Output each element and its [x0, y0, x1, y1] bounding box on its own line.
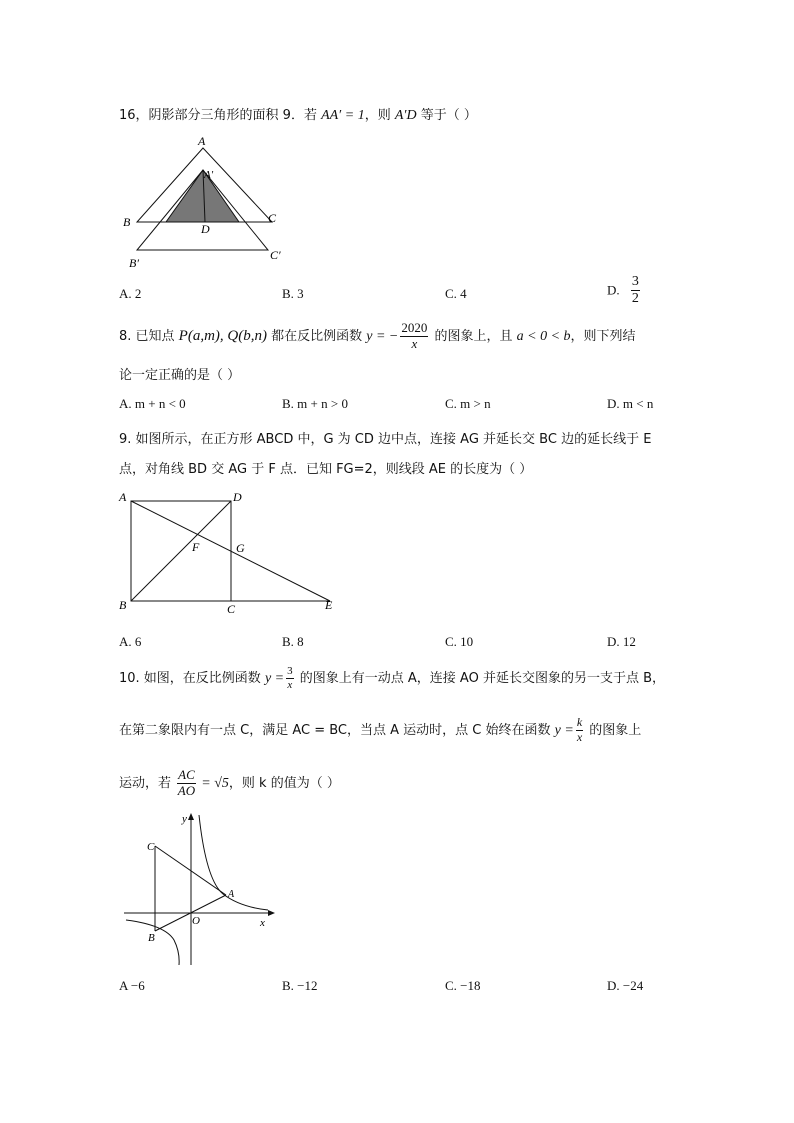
q16-question — [119, 104, 477, 124]
q10-l3-prefix: 运动，若 — [119, 776, 176, 791]
q10-l2-denominator: x — [576, 730, 583, 744]
q10-l2-prefix: 在第二象限内有一点 C，满足 AC = BC，当点 A 运动时，点 C 始终在函数 — [119, 723, 555, 738]
label-o: O — [192, 915, 200, 927]
label-f: F — [192, 540, 200, 554]
q9-option-c[interactable]: C. 10 — [445, 634, 474, 649]
q8-option-a[interactable]: A. m + n < 0 — [119, 396, 186, 411]
label-a: A — [119, 490, 127, 504]
q16-option-a[interactable]: A. 2 — [119, 286, 142, 301]
q9-option-d[interactable]: D. 12 — [607, 634, 636, 649]
q10-l1-denominator: x — [287, 679, 293, 691]
diagonal-bd — [131, 501, 231, 601]
q8-text-mid2: 的图象上，且 — [430, 329, 517, 344]
label-d: D — [233, 490, 242, 504]
q9-question-line1: 9. 如图所示，在正方形 ABCD 中，G 为 CD 边中点，连接 AG 并延长交 BC 边的延长线于 E — [119, 432, 652, 447]
label-e: E — [325, 598, 333, 612]
label-a: A — [198, 134, 206, 148]
q8-text-prefix: 8. 已知点 — [119, 329, 179, 344]
q10-option-d[interactable]: D. −24 — [607, 978, 644, 993]
q10-question-line1 — [119, 660, 665, 698]
q10-option-b[interactable]: B. −12 — [282, 978, 318, 993]
q9-question-line2: 点，对角线 BD 交 AG 于 F 点．已知 FG=2，则线段 AE 的长度为（ ） — [119, 462, 533, 477]
q10-l3-denominator: AO — [177, 783, 196, 798]
q10-figure — [120, 810, 280, 970]
q10-l1-func-lhs: y = — [264, 671, 285, 686]
q10-question-line3 — [119, 764, 340, 804]
q10-l2-func-lhs: y = — [554, 723, 574, 738]
q9-option-b[interactable]: B. 8 — [282, 634, 304, 649]
q8-text-suffix: ，则下列结 — [570, 329, 636, 344]
q8-condition: a < 0 < b — [516, 329, 571, 344]
q8-func-numerator: 2020 — [401, 320, 428, 336]
q10-option-a[interactable]: A −6 — [119, 978, 145, 993]
label-y: y — [182, 813, 187, 825]
q10-question-line2 — [119, 712, 641, 750]
q9-option-a[interactable]: A. 6 — [119, 634, 142, 649]
label-a: A — [228, 889, 235, 900]
q16-text-suffix: 等于（ ） — [416, 108, 477, 123]
q8-func-fraction — [400, 321, 428, 352]
q16-text-prefix: 16，阴影部分三角形的面积 9．若 — [119, 108, 322, 123]
label-c: C — [227, 602, 236, 616]
label-b: B — [123, 215, 131, 229]
q10-l1-suffix: 的图象上有一动点 A，连接 AO 并延长交图象的另一支于点 B， — [295, 671, 665, 686]
q16-option-d-denominator: 2 — [631, 291, 639, 307]
label-g: G — [236, 541, 245, 555]
q16-text-mid: ，则 — [364, 108, 395, 123]
label-a-prime: A′ — [204, 169, 214, 181]
q8-option-d[interactable]: D. m < n — [607, 396, 654, 411]
q16-option-d-numerator: 3 — [631, 274, 640, 291]
q16-option-d[interactable] — [607, 274, 640, 307]
x-axis-arrow — [268, 910, 275, 916]
label-c: C — [147, 841, 155, 853]
q10-l3-numerator: AC — [178, 767, 195, 783]
q8-question-line1 — [119, 316, 636, 356]
q8-func-denominator: x — [411, 336, 418, 351]
q16-figure — [115, 130, 305, 275]
q16-option-c[interactable]: C. 4 — [445, 286, 467, 301]
label-d: D — [201, 222, 210, 236]
q10-l3-fraction — [177, 768, 196, 799]
label-b-prime: B′ — [129, 256, 139, 270]
q10-l3-equation: = √5 — [197, 776, 229, 791]
q8-text-mid: 都在反比例函数 — [266, 329, 367, 344]
q16-option-d-fraction — [631, 274, 640, 307]
q16-condition: AA′ = 1 — [321, 108, 365, 123]
y-axis-arrow — [188, 813, 194, 820]
q16-option-b[interactable]: B. 3 — [282, 286, 304, 301]
label-b: B — [119, 598, 127, 612]
label-c: C — [268, 211, 277, 225]
q10-option-c[interactable]: C. −18 — [445, 978, 481, 993]
q8-func-lhs: y = − — [366, 329, 399, 344]
label-c-prime: C′ — [270, 248, 281, 262]
q10-l1-fraction — [286, 665, 294, 691]
q10-l1-prefix: 10. 如图，在反比例函数 — [119, 671, 265, 686]
q16-option-d-label: D. — [607, 282, 620, 298]
q8-question-line2: 论一定正确的是（ ） — [119, 368, 241, 383]
q10-l2-suffix: 的图象上 — [585, 723, 642, 738]
q8-option-b[interactable]: B. m + n > 0 — [282, 396, 348, 411]
q9-figure — [112, 486, 352, 616]
q10-l2-fraction — [576, 716, 583, 745]
q10-l3-suffix: ，则 k 的值为（ ） — [228, 776, 340, 791]
q10-l2-numerator: k — [576, 715, 583, 730]
q8-points: P(a,m), Q(b,n) — [178, 328, 267, 344]
label-b: B — [148, 932, 155, 944]
q16-segment: A′D — [394, 108, 417, 123]
q10-l1-numerator: 3 — [287, 665, 293, 678]
q8-option-c[interactable]: C. m > n — [445, 396, 491, 411]
label-x: x — [260, 917, 265, 929]
